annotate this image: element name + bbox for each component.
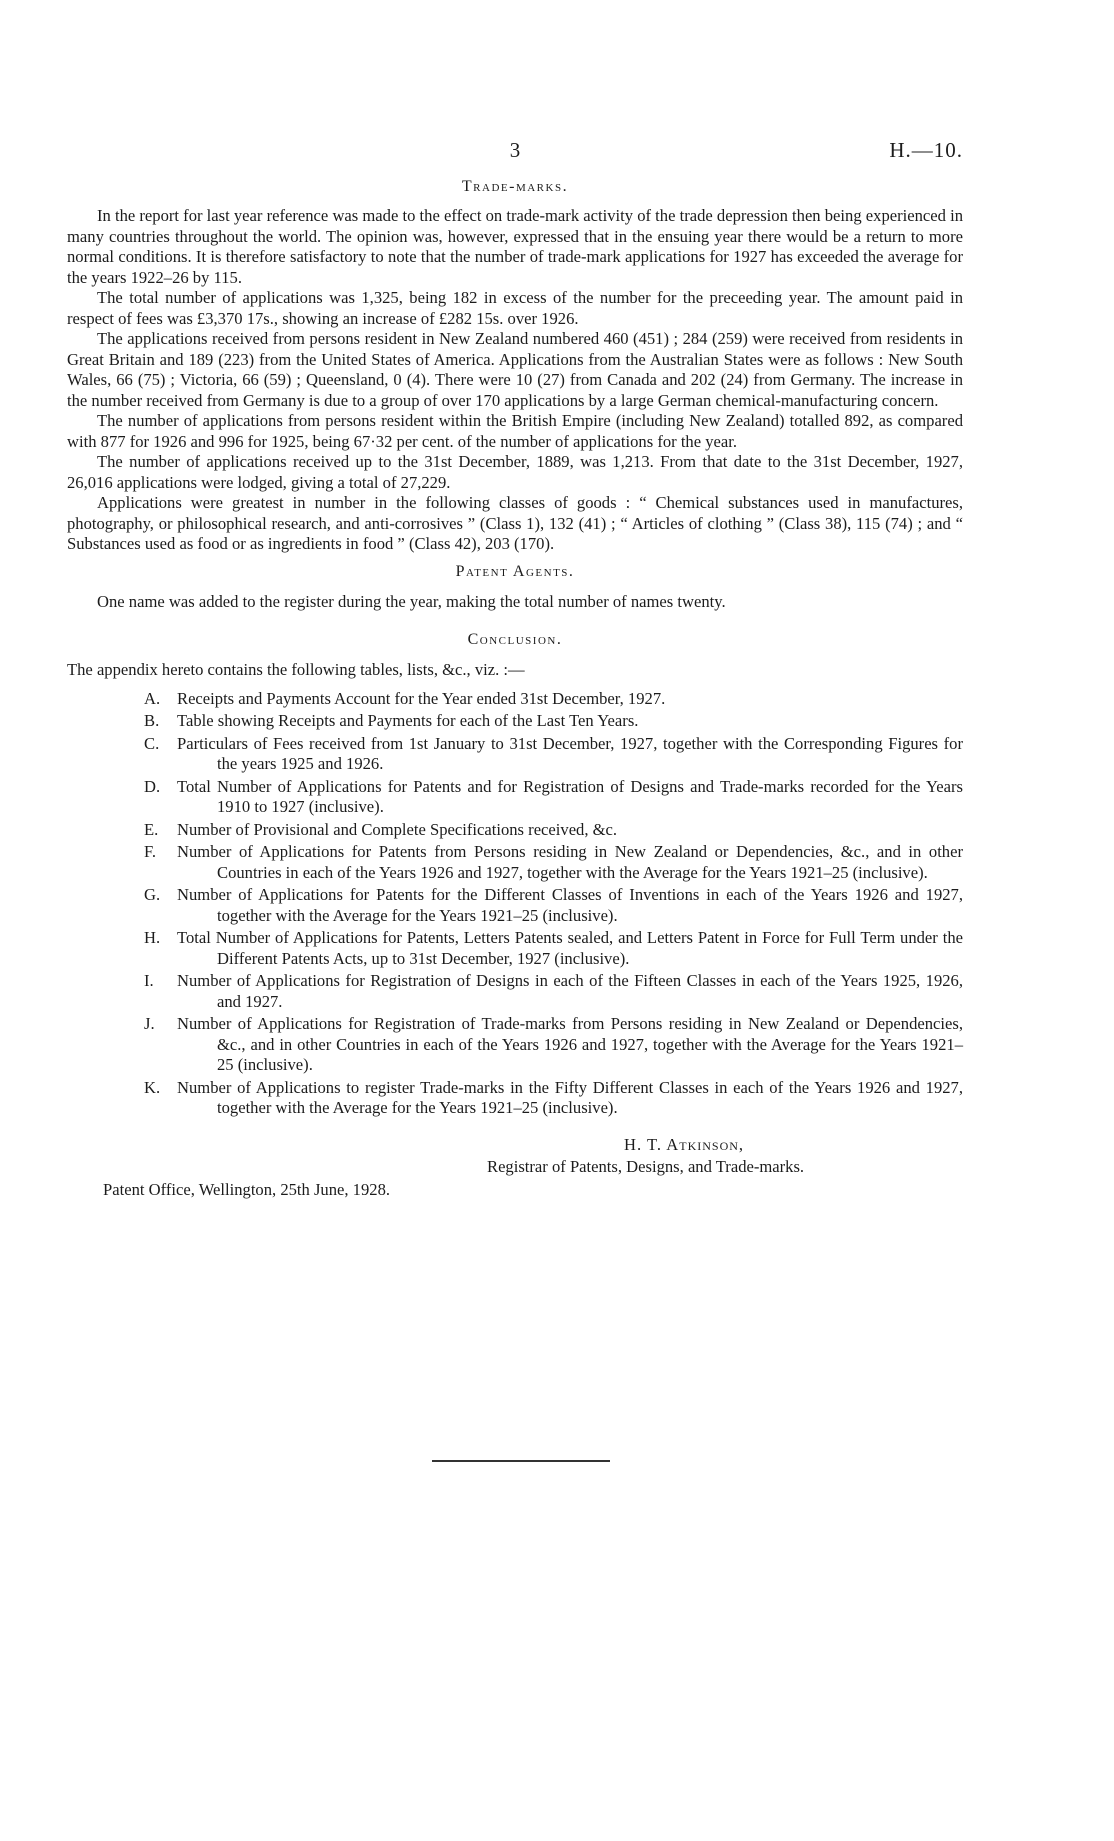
patent-agents-section [67,563,963,613]
page-number: 3 [509,138,521,162]
appendix-item-letter: A. [144,688,161,708]
trade-marks-paragraph: The total number of applications was 1,325, being 182 in excess of the number for the preceeding year. The amount paid in respect of fees was £3,370 17s., showing an increase of £282 15s. over 1926. [67,288,963,328]
trade-marks-paragraph: The applications received from persons resident in New Zealand numbered 460 (451) ; 284 (259) were received from residents in Great Britain and 189 (223) from the United States of America. Applications from the Australian States were as follows : New South Wales, 66 (75) ; Victoria, 66 (59) ; Queensland, 0 (4). There were 10 (27) from Canada and 202 (24) from Germany. The increase in the number received from Germany is due to a group of over 170 applications by a large German chemical-manufacturing concern. [67,329,963,410]
conclusion-lead: The appendix hereto contains the following tables, lists, &c., viz. :— [67,659,525,679]
appendix-item-text: Number of Applications to register Trade-marks in the Fifty Different Classes in each of the Years 1926 and 1927, together with the Average for the Years 1921–25 (inclusive). [177,1077,963,1117]
appendix-item-text: Number of Provisional and Complete Specifications received, &c. [177,819,618,839]
signature-block [67,1135,963,1227]
trade-marks-heading: Trade-marks. [461,178,569,195]
appendix-item-letter: K. [144,1077,161,1097]
signatory-title: Registrar of Patents, Designs, and Trade-marks. [487,1156,805,1176]
signatory-name: H. T. Atkinson, [624,1134,745,1154]
appendix-item-letter: F. [144,842,157,861]
appendix-item [117,711,963,732]
trade-marks-paragraph: The number of applications from persons resident within the British Empire (including New Zealand) totalled 892, as compared with 877 for 1926 and 996 for 1925, being 67·32 per cent. of the number of applications for the year. [67,411,963,451]
appendix-item [117,928,963,969]
appendix-item [117,1014,963,1076]
appendix-item-text: Total Number of Applications for Patents, Letters Patents sealed, and Letters Patent in Force for Full Term under the Different Patents Acts, up to 31st December, 1927 (inclusive). [177,928,963,968]
patent-agents-heading: Patent Agents. [455,562,575,580]
appendix-item-letter: B. [144,711,160,730]
appendix-item-text: Total Number of Applications for Patents and for Registration of Designs and Trade-marks recorded for the Years 1910 to 1927 (inclusive). [177,776,963,816]
trade-marks-paragraph: Applications were greatest in number in the following classes of goods : “ Chemical substances used in manufactures, photography, or philosophical research, and anti-corrosives ” (Class 1), 132 (41) ; “ Articles of clothing ” (Class 38), 115 (74) ; and “ Substances used as food or as ingredients in food ” (Class 42), 203 (170). [67,493,963,553]
document-reference: H.—10. [889,138,963,162]
appendix-item-letter: H. [144,928,161,947]
appendix-item [117,971,963,1012]
appendix-item [117,689,963,710]
appendix-item-letter: J. [144,1014,155,1033]
appendix-item [117,1078,963,1119]
appendix-item [117,820,963,841]
appendix-item [117,842,963,883]
appendix-item-text: Number of Applications for Patents from Persons residing in New Zealand or Dependencies, &c., and in other Countries in each of the Years 1926 and 1927, together with the Average for the Years 1921–25 (inclusive). [177,842,963,882]
appendix-item-letter: C. [144,733,160,753]
appendix-item-letter: I. [144,971,154,990]
conclusion-heading: Conclusion. [467,630,563,648]
page-header [67,120,963,170]
trade-marks-paragraph: The number of applications received up to the 31st December, 1889, was 1,213. From that date to the 31st December, 1927, 26,016 applications were lodged, giving a total of 27,229. [67,452,963,492]
appendix-item [117,885,963,926]
place-and-date: Patent Office, Wellington, 25th June, 1928. [103,1179,391,1199]
appendix-item-letter: G. [144,885,161,904]
appendix-item-letter: E. [144,819,159,839]
closing-rule [432,1460,610,1462]
trade-marks-paragraph: In the report for last year reference was made to the effect on trade-mark activity of the trade depression then being experienced in many countries throughout the world. The opinion was, however, expressed that in the ensuing year there would be a return to more normal conditions. It is therefore satisfactory to note that the number of trade-mark applications for 1927 has exceeded the average for the years 1922–26 by 115. [67,206,963,287]
appendix-item-text: Particulars of Fees received from 1st January to 31st December, 1927, together with the Corresponding Figures for the years 1925 and 1926. [177,733,963,773]
appendix-item-text: Number of Applications for Registration of Designs in each of the Fifteen Classes in each of the Years 1925, 1926, and 1927. [177,971,963,1011]
conclusion-section [67,631,963,1119]
patent-agents-paragraph: One name was added to the register during the year, making the total number of names twenty. [97,591,726,611]
appendix-item-text: Number of Applications for Patents for the Different Classes of Inventions in each of the Years 1926 and 1927, together with the Average for the Years 1921–25 (inclusive). [177,885,963,925]
appendix-item-text: Table showing Receipts and Payments for each of the Last Ten Years. [177,711,639,730]
appendix-item-text: Number of Applications for Registration of Trade-marks from Persons residing in New Zealand or Dependencies, &c., and in other Countries in each of the Years 1926 and 1927, together with the Average for the Years 1921–25 (inclusive). [177,1014,963,1074]
appendix-item [117,734,963,775]
document-page [67,120,963,1227]
appendix-item-text: Receipts and Payments Account for the Year ended 31st December, 1927. [177,688,666,708]
appendix-item-letter: D. [144,776,161,796]
appendix-list [117,689,963,1119]
trade-marks-section [67,178,963,555]
appendix-item [117,777,963,818]
